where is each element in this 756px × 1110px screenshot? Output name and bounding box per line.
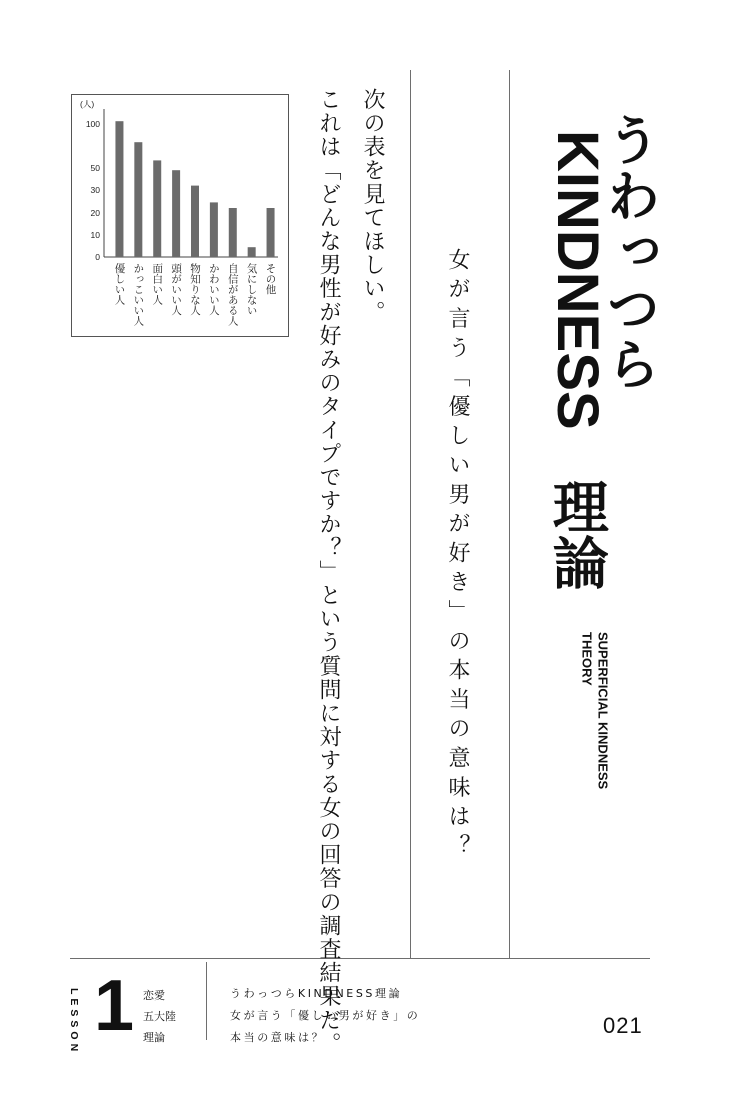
y-axis-unit-label: (人) bbox=[80, 99, 95, 109]
y-tick-label: 20 bbox=[90, 208, 100, 218]
bar bbox=[172, 170, 180, 257]
y-tick-label: 30 bbox=[90, 185, 100, 195]
title-japanese: うわっつら bbox=[598, 112, 661, 392]
chapter-line: 本当の意味は？ bbox=[230, 1031, 326, 1044]
page-number: 021 bbox=[603, 1013, 643, 1038]
bar bbox=[248, 247, 256, 257]
bar bbox=[153, 160, 161, 257]
y-tick-label: 50 bbox=[90, 163, 100, 173]
category-label: 頭がいい人 bbox=[170, 263, 183, 316]
category-label: 気にしない bbox=[245, 263, 258, 316]
series-title bbox=[143, 985, 176, 1048]
category-label: 面白い人 bbox=[151, 263, 164, 305]
body-line: 次の表を見てほしい。 bbox=[360, 88, 385, 324]
bar bbox=[115, 121, 123, 257]
y-tick-label: 10 bbox=[90, 230, 100, 240]
category-label: 自信がある人 bbox=[226, 263, 239, 326]
y-tick-label: 100 bbox=[85, 119, 100, 129]
title-japanese-suffix: 理論 bbox=[543, 478, 609, 590]
series-line: 理論 bbox=[143, 1031, 165, 1044]
bar bbox=[210, 202, 218, 257]
survey-chart bbox=[71, 94, 289, 337]
section-question: 女が言う「優しい男が好き」の本当の意味は？ bbox=[445, 248, 470, 864]
category-label: かわいい人 bbox=[207, 263, 220, 316]
title-english: KINDNESS bbox=[545, 130, 610, 430]
body-text bbox=[306, 88, 394, 1056]
column-divider-right bbox=[509, 70, 510, 958]
bar bbox=[267, 208, 275, 257]
chapter-line: 女が言う「優しい男が好き」の bbox=[230, 1009, 421, 1022]
subtitle-english: SUPERFICIAL KINDNESS THEORY bbox=[579, 632, 611, 790]
category-label: その他 bbox=[264, 263, 277, 295]
bar-chart bbox=[72, 95, 290, 338]
lesson-label: LESSON bbox=[68, 988, 80, 1056]
chapter-title bbox=[230, 983, 420, 1049]
chapter-line: うわっつらKINDNESS理論 bbox=[230, 987, 403, 1000]
series-line: 五大陸 bbox=[143, 1010, 176, 1023]
lesson-number: 1 bbox=[94, 966, 135, 1046]
bar bbox=[134, 142, 142, 257]
category-label: 物知りな人 bbox=[189, 263, 201, 316]
bar bbox=[191, 186, 199, 257]
body-line: これは「どんな男性が好みのタイプですか？」という質問に対する女の回答の調査結果だ。 bbox=[316, 88, 341, 1056]
column-divider-left bbox=[410, 70, 411, 958]
category-label: かっこいい人 bbox=[132, 263, 145, 326]
category-label: 優しい人 bbox=[113, 263, 126, 305]
y-tick-label: 0 bbox=[95, 252, 100, 262]
series-line: 恋愛 bbox=[143, 989, 165, 1002]
bar bbox=[229, 208, 237, 257]
footer-vertical-divider bbox=[206, 962, 207, 1040]
